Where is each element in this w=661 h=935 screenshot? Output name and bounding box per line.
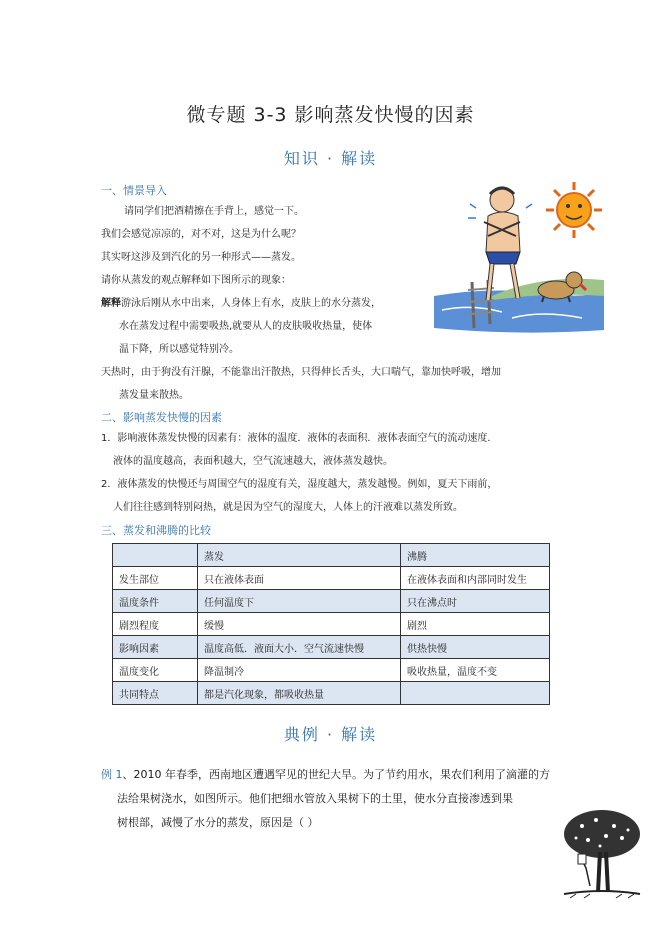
example-label: 例 1 xyxy=(101,768,123,781)
table-cell: 只在沸点时 xyxy=(401,590,550,613)
drip-irrigation-tree-illustration xyxy=(560,806,644,900)
knowledge-heading: 知识 · 解读 xyxy=(283,149,378,168)
example-1-line-1 xyxy=(101,764,550,786)
example-1-line-2: 法给果树浇水，如图所示。他们把细水管放入果树下的土里，使水分直接渗透到果 xyxy=(117,792,513,805)
factors-p1-line-1: 1．影响液体蒸发快慢的因素有：液体的温度．液体的表面积．液体表面空气的流动速度． xyxy=(101,433,498,444)
scenario-line-4: 请你从蒸发的观点解释如下图所示的现象： xyxy=(101,275,291,286)
table-cell: 共同特点 xyxy=(113,682,198,705)
ground-line xyxy=(564,891,640,894)
drip-bag xyxy=(578,854,586,864)
table-cell: 沸腾 xyxy=(401,544,550,567)
table-cell: 只在液体表面 xyxy=(198,567,401,590)
table-row xyxy=(113,636,550,659)
table-cell: 温度变化 xyxy=(113,659,198,682)
section-scenario-heading: 一、情景导入 xyxy=(101,184,167,197)
table-row xyxy=(113,613,550,636)
table-cell: 影响因素 xyxy=(113,636,198,659)
table-cell: 蒸发 xyxy=(198,544,401,567)
tree-crown xyxy=(564,810,640,858)
page-title: 微专题 3-3 影响蒸发快慢的因素 xyxy=(186,104,475,126)
table-cell: 剧烈程度 xyxy=(113,613,198,636)
swimmer-dog-sun-illustration xyxy=(432,178,606,334)
tree-trunk xyxy=(598,852,608,892)
factors-p1-line-2: 液体的温度越高，表面积越大，空气流速越大，液体蒸发越快。 xyxy=(113,456,393,467)
scenario-line-3: 其实呀这涉及到汽化的另一种形式——蒸发。 xyxy=(101,252,301,263)
swimmer-trunks xyxy=(486,252,520,264)
table-row xyxy=(113,567,550,590)
explanation-line-2: 水在蒸发过程中需要吸热,就要从人的皮肤吸收热量，使体 xyxy=(119,321,373,332)
table-cell xyxy=(401,682,550,705)
section-comparison-heading: 三、蒸发和沸腾的比较 xyxy=(101,524,211,537)
scenario-line-2: 我们会感觉凉凉的，对不对，这是为什么呢？ xyxy=(101,229,301,240)
factors-p2-line-1: 2．液体蒸发的快慢还与周围空气的湿度有关，湿度越大，蒸发越慢。例如，夏天下雨前， xyxy=(101,479,498,490)
table-cell: 都是汽化现象，都吸收热量 xyxy=(198,682,401,705)
factors-p2-line-2: 人们往往感到特别闷热，就是因为空气的湿度大，人体上的汗液难以蒸发所致。 xyxy=(113,502,463,513)
table-cell: 在液体表面和内部同时发生 xyxy=(401,567,550,590)
dog-line-1: 天热时，由于狗没有汗腺，不能靠出汗散热，只得伸长舌头，大口喘气，靠加快呼吸，增加 xyxy=(101,367,501,378)
table-cell: 剧烈 xyxy=(401,613,550,636)
table-cell: 缓慢 xyxy=(198,613,401,636)
table-cell: 供热快慢 xyxy=(401,636,550,659)
scenario-line-1: 请同学们把酒精擦在手背上，感觉一下。 xyxy=(124,206,304,217)
table-cell: 温度条件 xyxy=(113,590,198,613)
explanation-line-3: 温下降，所以感觉特别冷。 xyxy=(119,344,239,355)
table-row xyxy=(113,659,550,682)
sun xyxy=(557,193,591,227)
evaporation-boiling-table xyxy=(112,543,550,705)
table-cell: 发生部位 xyxy=(113,567,198,590)
table-cell: 吸收热量，温度不变 xyxy=(401,659,550,682)
example-1-line-3: 树根部，减慢了水分的蒸发，原因是（ ） xyxy=(117,816,319,829)
table-row xyxy=(113,590,550,613)
examples-heading: 典例 · 解读 xyxy=(283,725,378,744)
table-row xyxy=(113,682,550,705)
table-cell: 降温制冷 xyxy=(198,659,401,682)
table-cell xyxy=(113,544,198,567)
explanation-label: 解释 xyxy=(101,298,121,309)
swimmer-body xyxy=(486,212,520,252)
explanation-text: 游泳后刚从水中出来，人身体上有水，皮肤上的水分蒸发， xyxy=(121,298,381,309)
table-row xyxy=(113,544,550,567)
table-cell: 温度高低．液面大小．空气流速快慢 xyxy=(198,636,401,659)
dog-line-2: 蒸发量来散热。 xyxy=(119,390,189,401)
example-1-text: 、2010 年春季，西南地区遭遇罕见的世纪大旱。为了节约用水，果农们利用了滴灌的方 xyxy=(122,768,550,781)
table-cell: 任何温度下 xyxy=(198,590,401,613)
section-factors-heading: 二、影响蒸发快慢的因素 xyxy=(101,411,222,424)
explanation-line-1 xyxy=(101,297,381,311)
